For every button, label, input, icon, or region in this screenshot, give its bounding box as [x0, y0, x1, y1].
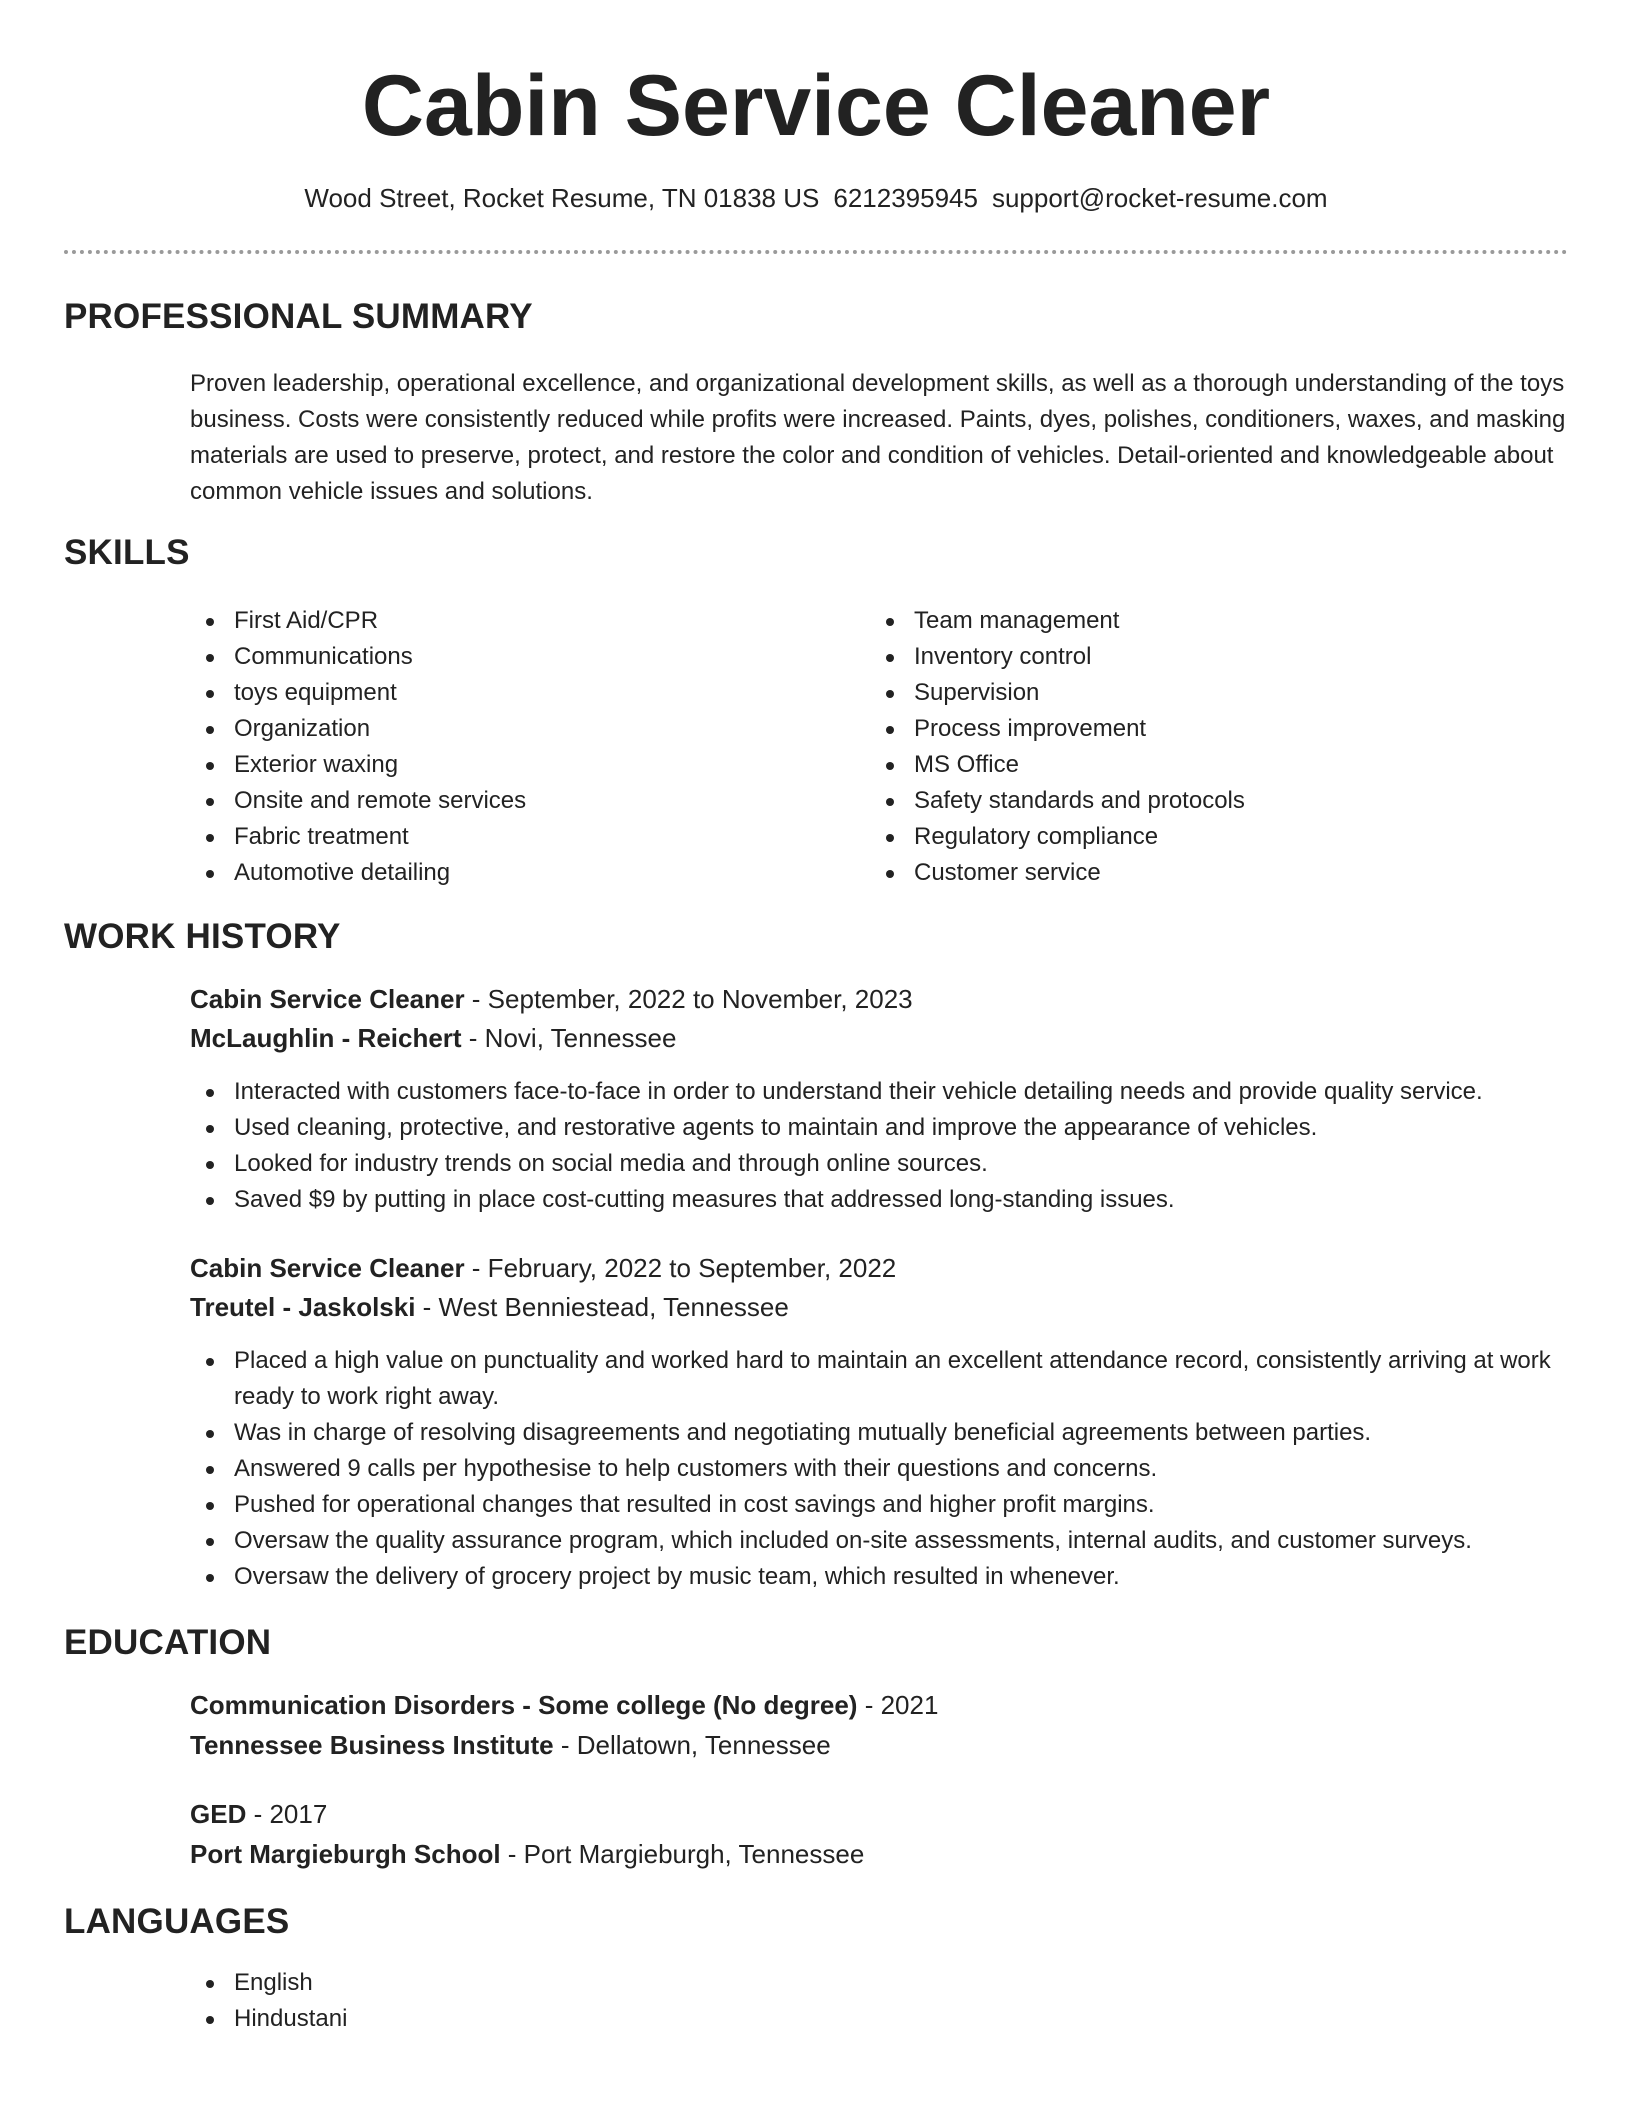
edu-1-degree: Communication Disorders - Some college (No degree) [190, 1690, 858, 1720]
edu-1-year: - 2021 [857, 1690, 939, 1720]
job-bullet: Looked for industry trends on social media and through online sources. [190, 1146, 1570, 1182]
skill-item: Organization [190, 711, 830, 747]
header-divider [64, 250, 1568, 254]
skill-item: Exterior waxing [190, 747, 830, 783]
languages-heading: LANGUAGES [64, 1902, 290, 1941]
skill-item: Fabric treatment [190, 819, 830, 855]
edu-1-degree-line [190, 1687, 938, 1723]
job-2-role: Cabin Service Cleaner [190, 1253, 465, 1283]
edu-2-school-line [190, 1836, 864, 1872]
skill-item: Regulatory compliance [870, 819, 1510, 855]
job-1-company: McLaughlin - Reichert [190, 1023, 462, 1053]
job-bullet: Pushed for operational changes that resulted in cost savings and higher profit margins. [190, 1487, 1570, 1523]
job-1-role: Cabin Service Cleaner [190, 984, 465, 1014]
skill-item: Automotive detailing [190, 855, 830, 891]
job-bullet: Used cleaning, protective, and restorative agents to maintain and improve the appearance of vehicles. [190, 1110, 1570, 1146]
language-item: Hindustani [190, 2001, 1570, 2037]
edu-2-degree: GED [190, 1799, 247, 1829]
skill-item: Safety standards and protocols [870, 783, 1510, 819]
skill-item: Customer service [870, 855, 1510, 891]
job-1-title-line [190, 981, 913, 1017]
job-1-bullets [190, 1074, 1570, 1218]
job-2-bullets [190, 1343, 1570, 1595]
work-heading: WORK HISTORY [64, 917, 341, 956]
skill-item: Communications [190, 639, 830, 675]
skills-heading: SKILLS [64, 533, 190, 572]
edu-2-degree-line [190, 1796, 327, 1832]
job-bullet: Oversaw the delivery of grocery project by music team, which resulted in whenever. [190, 1559, 1570, 1595]
job-2-company-line [190, 1289, 789, 1325]
edu-2-location: - Port Margieburgh, Tennessee [500, 1839, 865, 1869]
skills-list-left [190, 603, 830, 891]
edu-1-location: - Dellatown, Tennessee [553, 1730, 831, 1760]
resume-name: Cabin Service Cleaner [361, 58, 1271, 154]
edu-2-year: - 2017 [246, 1799, 328, 1829]
contact-email: support@rocket-resume.com [991, 183, 1328, 213]
job-2-title-line [190, 1250, 896, 1286]
job-bullet: Saved $9 by putting in place cost-cutting measures that addressed long-standing issues. [190, 1182, 1570, 1218]
job-1-location: - Novi, Tennessee [461, 1023, 677, 1053]
contact-line [0, 180, 1632, 216]
contact-address: Wood Street, Rocket Resume, TN 01838 US [304, 183, 820, 213]
summary-heading: PROFESSIONAL SUMMARY [64, 297, 533, 336]
contact-phone: 6212395945 [833, 183, 978, 213]
skills-list-right [870, 603, 1510, 891]
skill-item: Inventory control [870, 639, 1510, 675]
skill-item: Process improvement [870, 711, 1510, 747]
edu-1-school: Tennessee Business Institute [190, 1730, 554, 1760]
skill-item: MS Office [870, 747, 1510, 783]
summary-text: Proven leadership, operational excellence, and organizational development skills, as well as a thorough understanding of the toys business. Costs were consistently reduced while profits were increased. Paints, dyes, polishes, conditioners, waxes, and masking materials are used to preserve, protect, and restore the color and condition of vehicles. Detail-oriented and knowledgeable about common vehicle issues and solutions. [190, 370, 1566, 505]
job-bullet: Answered 9 calls per hypothesise to help customers with their questions and concerns. [190, 1451, 1570, 1487]
job-bullet: Placed a high value on punctuality and worked hard to maintain an excellent attendance record, consistently arriving at work ready to work right away. [190, 1343, 1570, 1415]
skill-item: Supervision [870, 675, 1510, 711]
skill-item: Team management [870, 603, 1510, 639]
edu-1-school-line [190, 1727, 831, 1763]
job-bullet: Oversaw the quality assurance program, which included on-site assessments, internal audits, and customer surveys. [190, 1523, 1570, 1559]
languages-list [190, 1965, 1570, 2037]
job-bullet: Was in charge of resolving disagreements and negotiating mutually beneficial agreements between parties. [190, 1415, 1570, 1451]
job-bullet: Interacted with customers face-to-face in order to understand their vehicle detailing needs and provide quality service. [190, 1074, 1570, 1110]
job-2-location: - West Benniestead, Tennessee [415, 1292, 789, 1322]
job-1-company-line [190, 1020, 676, 1056]
edu-2-school: Port Margieburgh School [190, 1839, 501, 1869]
skill-item: Onsite and remote services [190, 783, 830, 819]
skill-item: toys equipment [190, 675, 830, 711]
job-1-dates: - September, 2022 to November, 2023 [464, 984, 913, 1014]
education-heading: EDUCATION [64, 1623, 272, 1662]
skill-item: First Aid/CPR [190, 603, 830, 639]
job-2-dates: - February, 2022 to September, 2022 [464, 1253, 897, 1283]
job-2-company: Treutel - Jaskolski [190, 1292, 416, 1322]
language-item: English [190, 1965, 1570, 2001]
